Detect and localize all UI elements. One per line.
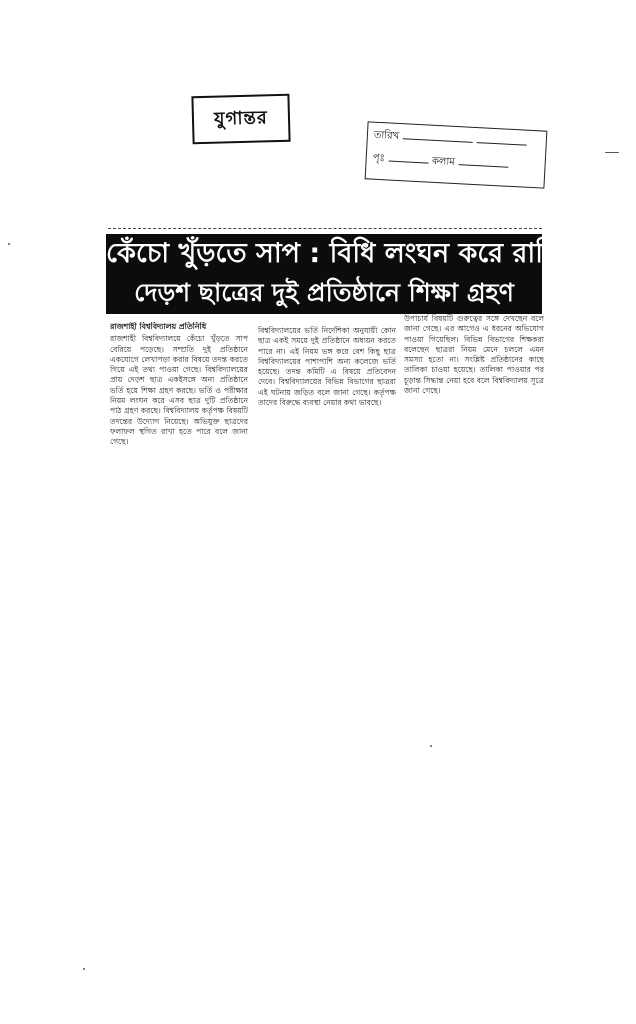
date-line <box>403 130 473 143</box>
article-column-3 <box>404 314 544 480</box>
headline-line-2: দেড়শ ছাত্রের দুই প্রতিষ্ঠানে শিক্ষা গ্রহণ <box>134 278 514 307</box>
date-label: তারিখ <box>373 129 400 142</box>
newspaper-masthead <box>191 94 290 145</box>
column-1-text: রাজশাহী বিশ্ববিদ্যালয়ে কেঁচো খুঁড়তে সাপ বেরিয়ে পড়েছে। সম্প্রতি দুই প্রতিষ্ঠানে একযোগে লেখাপড়া করার বিষয়ে তদন্ত করতে গিয়ে এই তথ্য পাওয়া গেছে। বিশ্ববিদ্যালয়ের প্রায় দেড়শ ছাত্র একইসঙ্গে অন্য প্রতিষ্ঠানে ভর্তি হয়ে শিক্ষা গ্রহণ করছে। ভর্তি ও পরীক্ষার নিয়ম লংঘন করে এসব ছাত্র দুটি প্রতিষ্ঠানে পাঠ গ্রহণ করছে। বিশ্ববিদ্যালয় কর্তৃপক্ষ বিষয়টি তদন্তের উদ্যোগ নিয়েছে। অভিযুক্ত ছাত্রদের ফলাফল স্থগিত রাখা হতে পারে বলে জানা গেছে। <box>110 334 248 447</box>
headline-block <box>106 234 573 314</box>
page-label: পৃঃ <box>372 152 386 165</box>
date-row <box>373 128 527 153</box>
column-line <box>459 156 509 168</box>
column-label: কলাম <box>431 155 456 168</box>
column-2-text: বিশ্ববিদ্যালয়ের ভর্তি নির্দেশিকা অনুযায়ী কোন ছাত্র একই সময়ে দুই প্রতিষ্ঠানে অধ্যয়ন করতে পারে না। এই নিয়ম ভঙ্গ করে বেশ কিছু ছাত্র বিশ্ববিদ্যালয়ের পাশাপাশি অন্য কলেজে ভর্তি হয়েছে। তদন্ত কমিটি এ বিষয়ে প্রতিবেদন দেবে। বিশ্ববিদ্যালয়ের বিভিন্ন বিভাগের ছাত্ররা এই ঘটনায় জড়িত বলে জানা গেছে। কর্তৃপক্ষ তাদের বিরুদ্ধে ব্যবস্থা নেয়ার কথা ভাবছে। <box>258 326 396 408</box>
scan-speck <box>8 243 10 245</box>
page-row <box>372 151 509 175</box>
clipping-top-rule <box>108 228 542 229</box>
column-3-text: উপাচার্য বিষয়টি গুরুত্বের সঙ্গে দেখছেন বলে জানা গেছে। এর আগেও এ ধরনের অভিযোগ পাওয়া গিয়েছিল। বিভিন্ন বিভাগের শিক্ষকরা বলেছেন ছাত্ররা নিয়ম মেনে চললে এমন সমস্যা হতো না। সংশ্লিষ্ট প্রতিষ্ঠানের কাছে তালিকা চাওয়া হয়েছে। তালিকা পাওয়ার পর চূড়ান্ত সিদ্ধান্ত নেয়া হবে বলে বিশ্ববিদ্যালয় সূত্রে জানা গেছে। <box>404 314 544 396</box>
scan-speck <box>83 968 85 970</box>
scan-speck <box>430 745 432 747</box>
masthead-text: যুগান্তর <box>213 106 269 130</box>
headline-line-1: কেঁচো খুঁড়তে সাপ : বিধি লংঘন করে রাবির <box>106 238 573 269</box>
scan-speck <box>605 152 619 153</box>
date-stamp-box <box>365 121 548 188</box>
article-column-2 <box>258 326 396 476</box>
byline: রাজশাহী বিশ্ববিদ্যালয় প্রতিনিধি <box>110 322 207 331</box>
article-column-1 <box>110 322 248 488</box>
page-line <box>389 152 429 163</box>
date-line-2 <box>477 134 527 146</box>
